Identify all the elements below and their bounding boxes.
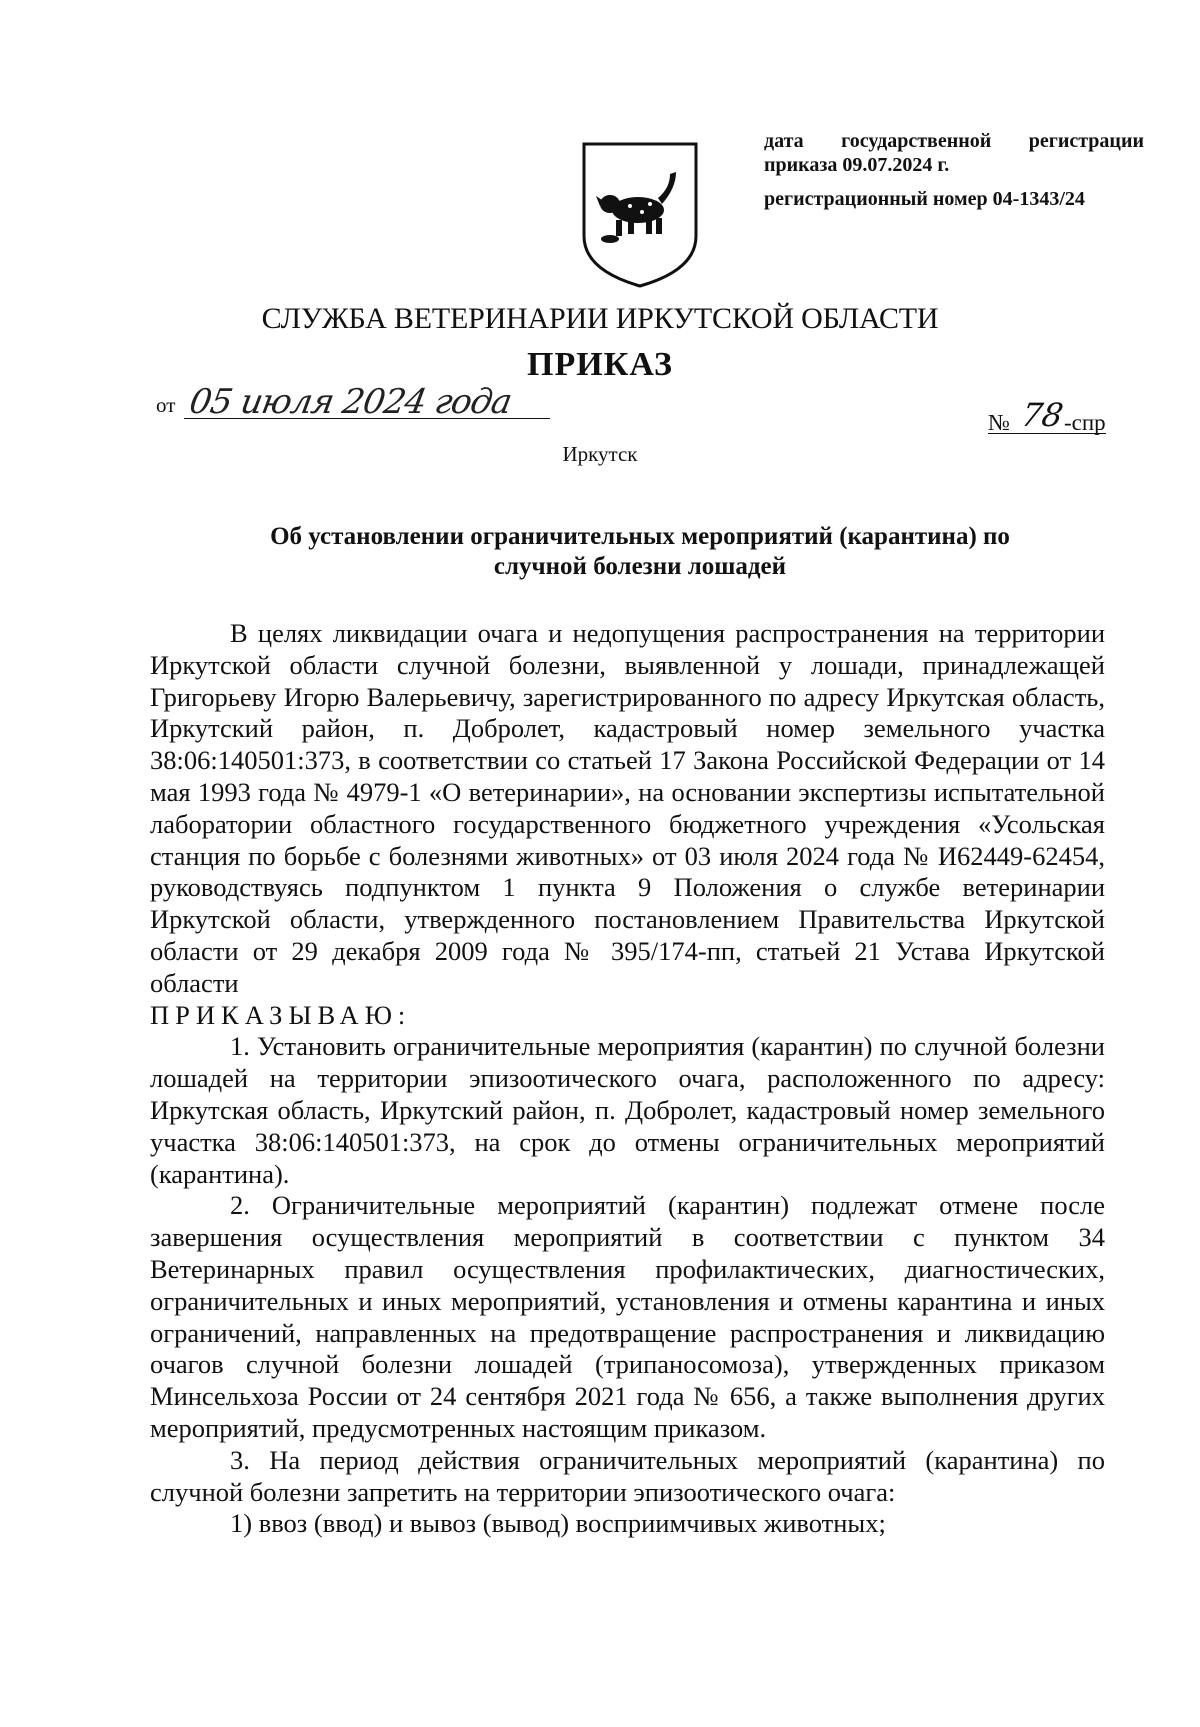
subject-line-2: случной болезни лошадей <box>493 553 787 580</box>
city-name: Иркутск <box>562 442 638 466</box>
order-word: ПРИКАЗЫВАЮ: <box>150 999 412 1030</box>
organization-name: СЛУЖБА ВЕТЕРИНАРИИ ИРКУТСКОЙ ОБЛАСТИ <box>261 302 939 335</box>
preamble-paragraph: В целях ликвидации очага и недопущения распространения на территории Иркутской области случной болезни, выявленной у лошади, принадлежащей Григорьеву Игорю Валерьевичу, зарегистрированного по адресу Иркутская область, Иркутский район, п. Добролет, кадастровый номер земельного участка 38:06:140501:373, в соответствии со статьей 17 Закона Российской Федерации от 14 мая 1993 года № 4979-1 «О ветеринарии», на основании экспертизы испытательной лаборатории областного государственного бюджетного учреждения «Усольская станция по борьбе с болезнями животных» от 03 июля 2024 года № И62449-62454, руководствуясь подпунктом 1 пункта 9 Положения о службе ветеринарии Иркутской области, утвержденного постановлением Правительства Иркутской области от 29 декабря 2009 года № 395/174-пп, статьей 21 Устава Иркутской области <box>150 618 1105 998</box>
number-underline <box>988 433 1106 434</box>
document-body <box>150 618 1105 1540</box>
order-item-3-subitem-1: 1) ввоз (ввод) и вывоз (вывод) восприимчивых животных; <box>230 1508 886 1539</box>
number-suffix: -спр <box>1064 410 1106 435</box>
registration-date-label: дата государственной регистрации <box>764 130 1144 152</box>
order-item-1: 1. Установить ограничительные мероприятия (карантин) по случной болезни лошадей на территории эпизоотического очага, расположенного по адресу: Иркутская область, Иркутский район, п. Добролет, кадастровый номер земельного участка 38:06:140501:373, на срок до отмены ограничительных мероприятий (карантина). <box>150 1031 1105 1189</box>
registration-number: регистрационный номер 04-1343/24 <box>764 188 1085 210</box>
coat-of-arms-emblem <box>580 140 700 290</box>
subject-line-1: Об установлении ограничительных мероприятий (карантина) по <box>270 523 1010 550</box>
handwritten-date: 05 июля 2024 года <box>186 382 515 422</box>
order-item-3: 3. На период действия ограничительных мероприятий (карантина) по случной болезни запретить на территории эпизоотического очага: <box>150 1444 1105 1507</box>
order-item-2: 2. Ограничительные мероприятий (карантин) подлежат отмене после завершения осуществления мероприятий в соответствии с пунктом 34 Ветеринарных правил осуществления профилактических, диагностических, ограничительных и иных мероприятий, установления и отмены карантина и иных ограничений, направленных на предотвращение распространения и ликвидацию очагов случной болезни лошадей (трипаносомоза), утвержденных приказом Минсельхоза России от 24 сентября 2021 года № 656, а также выполнения других мероприятий, предусмотренных настоящим приказом. <box>150 1190 1105 1443</box>
registration-date-value: приказа 09.07.2024 г. <box>764 154 950 176</box>
date-prefix: от <box>156 393 176 417</box>
order-subject <box>150 522 1130 582</box>
document-title: ПРИКАЗ <box>527 346 673 383</box>
handwritten-number: 78 <box>1018 396 1067 434</box>
number-prefix: № <box>988 410 1010 435</box>
